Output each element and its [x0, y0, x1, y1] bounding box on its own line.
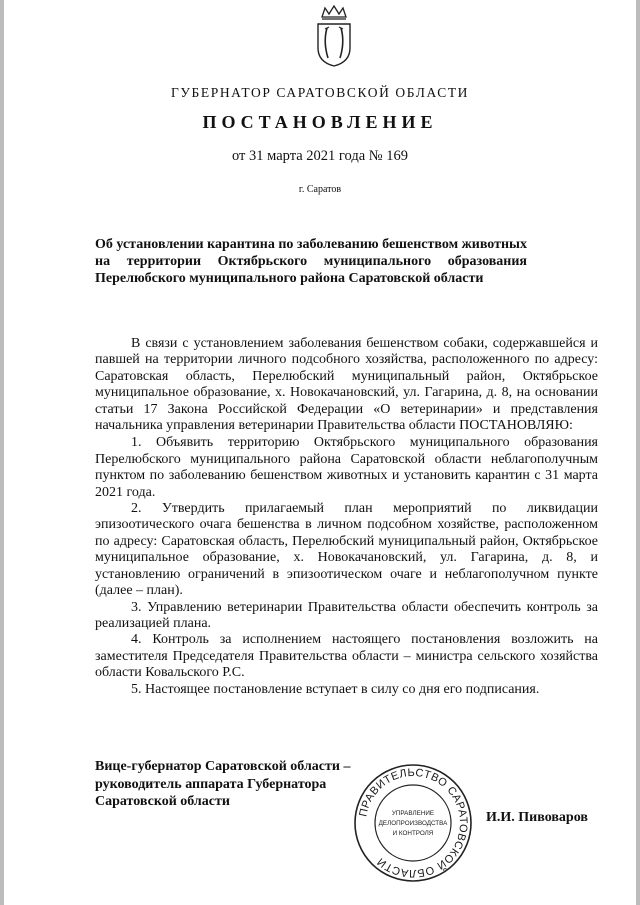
official-stamp — [352, 762, 474, 884]
list-item: 1. Объявить территорию Октябрьского муниципального образования Перелюбского муниципального района Саратовской области неблагополучным пунктом по заболеванию бешенством животных и установить карантин с 31 марта 2021 года. — [95, 435, 598, 500]
preamble-paragraph: В связи с установлением заболевания бешенством собаки, содержавшейся и павшей на территории личного подсобного хозяйства, расположенного по адресу: Саратовская область, Перелюбский муниципальный район, Октябрьское муниципальное образование, х. Новокачановский, ул. Гагарина, д. 8, на основании статьи 17 Закона Российской Федерации «О ветеринарии» и представления начальника управления ветеринарии Правительства области ПОСТАНОВЛЯЮ: — [95, 336, 598, 434]
stamp-inner-line: ДЕЛОПРОИЗВОДСТВА — [378, 820, 448, 827]
scan-edge-left — [0, 0, 4, 905]
signatory-position — [95, 758, 395, 811]
document-title: Об установлении карантина по заболеванию бешенством животных на территории Октябрьского муниципального образования Перелюбского муниципального района Саратовской области — [95, 237, 527, 286]
stamp-inner-line: УПРАВЛЕНИЕ — [391, 810, 435, 817]
scan-edge-right — [636, 0, 640, 905]
document-city: г. Саратов — [298, 184, 342, 195]
signatory-name: И.И. Пивоваров — [486, 810, 588, 825]
signatory-position-line: руководитель аппарата Губернатора — [95, 776, 327, 792]
issuer-heading: ГУБЕРНАТОР САРАТОВСКОЙ ОБЛАСТИ — [170, 85, 470, 100]
document-body — [95, 336, 598, 698]
stamp-ring-text: ПРАВИТЕЛЬСТВО САРАТОВСКОЙ ОБЛАСТИ — [357, 766, 470, 880]
document-type: ПОСТАНОВЛЕНИЕ — [202, 112, 438, 132]
list-item: 5. Настоящее постановление вступает в силу со дня его подписания. — [131, 681, 540, 697]
list-item: 3. Управлению ветеринарии Правительства области обеспечить контроль за реализацией плана. — [95, 599, 598, 631]
list-item: 4. Контроль за исполнением настоящего постановления возложить на заместителя Председателя Правительства области – министра сельского хозяйства области Ковальского Р.С. — [95, 632, 598, 681]
list-item: 2. Утвердить прилагаемый план мероприятий по ликвидации эпизоотического очага бешенства в личном подсобном хозяйстве, расположенном по адресу: Саратовская область, Перелюбский муниципальный район, Октябрьское муниципальное образование, х. Новокачановский, ул. Гагарина, д. 8, и установлению ограничений в эпизоотическом очаге и неблагополучном пункте (далее – план). — [95, 501, 598, 599]
signatory-position-line: Вице-губернатор Саратовской области – — [95, 759, 351, 774]
document-date-number: от 31 марта 2021 года № 169 — [232, 148, 408, 164]
signatory-position-line: Саратовской области — [95, 794, 230, 809]
stamp-inner-line: И КОНТРОЛЯ — [392, 830, 434, 837]
saratov-coat-of-arms-icon — [312, 4, 356, 68]
